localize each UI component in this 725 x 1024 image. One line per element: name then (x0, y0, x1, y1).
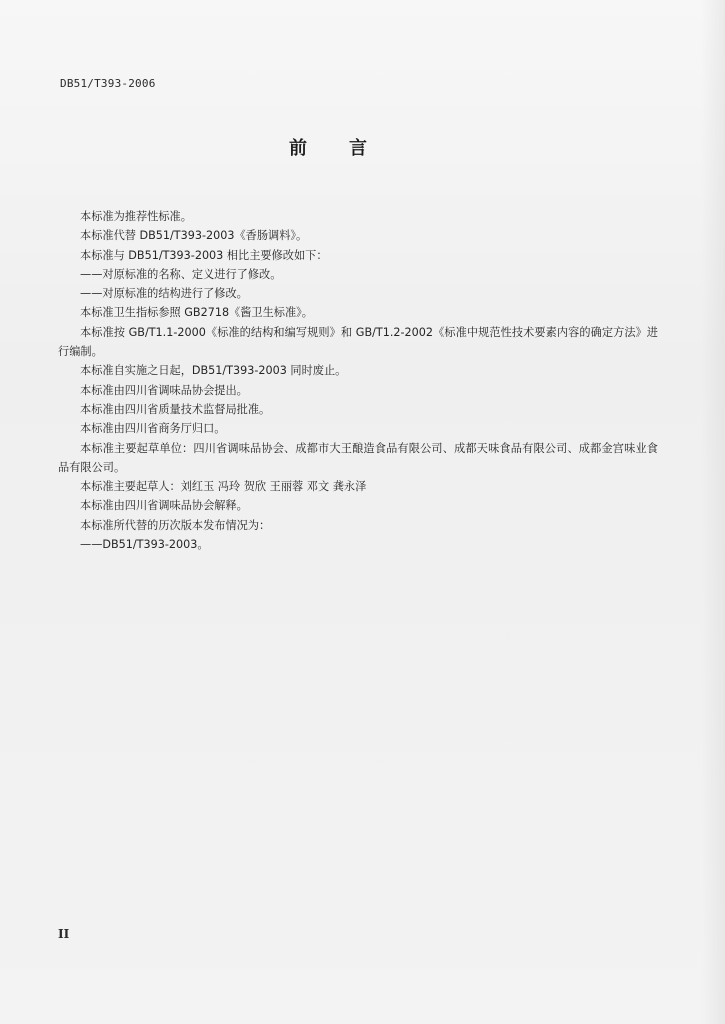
paragraph-abolition: 本标准自实施之日起，DB51/T393-2003 同时废止。 (80, 364, 347, 378)
paragraph-drafters: 本标准主要起草人：刘红玉 冯玲 贺欣 王丽蓉 邓文 龚永泽 (80, 480, 367, 494)
document-code: DB51/T393-2006 (60, 77, 156, 90)
page-number: II (58, 927, 70, 941)
page-title: 前言 (289, 138, 409, 159)
foreword-body (58, 207, 658, 554)
paragraph-change-name: ——对原标准的名称、定义进行了修改。 (80, 267, 282, 281)
paragraph-hygiene-reference: 本标准卫生指标参照 GB2718《酱卫生标准》。 (80, 306, 313, 320)
paragraph-change-structure: ——对原标准的结构进行了修改。 (80, 287, 248, 301)
paragraph-proposed-by: 本标准由四川省调味品协会提出。 (80, 383, 248, 397)
paragraph-approved-by: 本标准由四川省质量技术监督局批准。 (80, 402, 271, 416)
paragraph-drafting-units: 本标准主要起草单位：四川省调味品协会、成都市大王酿造食品有限公司、成都天味食品有限公司、成都金宫味业食品有限公司。 (58, 441, 658, 474)
paragraph-changes-intro: 本标准与 DB51/T393-2003 相比主要修改如下： (80, 248, 328, 262)
paragraph-replaces: 本标准代替 DB51/T393-2003《香肠调料》。 (80, 229, 308, 243)
paragraph-previous-edition-item: ——DB51/T393-2003。 (80, 538, 209, 552)
paragraph-centralized-by: 本标准由四川省商务厅归口。 (80, 422, 226, 436)
paragraph-previous-editions: 本标准所代替的历次版本发布情况为： (80, 518, 271, 532)
paragraph-recommended-standard: 本标准为推荐性标准。 (80, 210, 192, 223)
paragraph-interpreted-by: 本标准由四川省调味品协会解释。 (80, 499, 248, 513)
paragraph-drafting-rules: 本标准按 GB/T1.1-2000《标准的结构和编写规则》和 GB/T1.2-2002《标准中规范性技术要素内容的确定方法》进行编制。 (58, 325, 658, 359)
